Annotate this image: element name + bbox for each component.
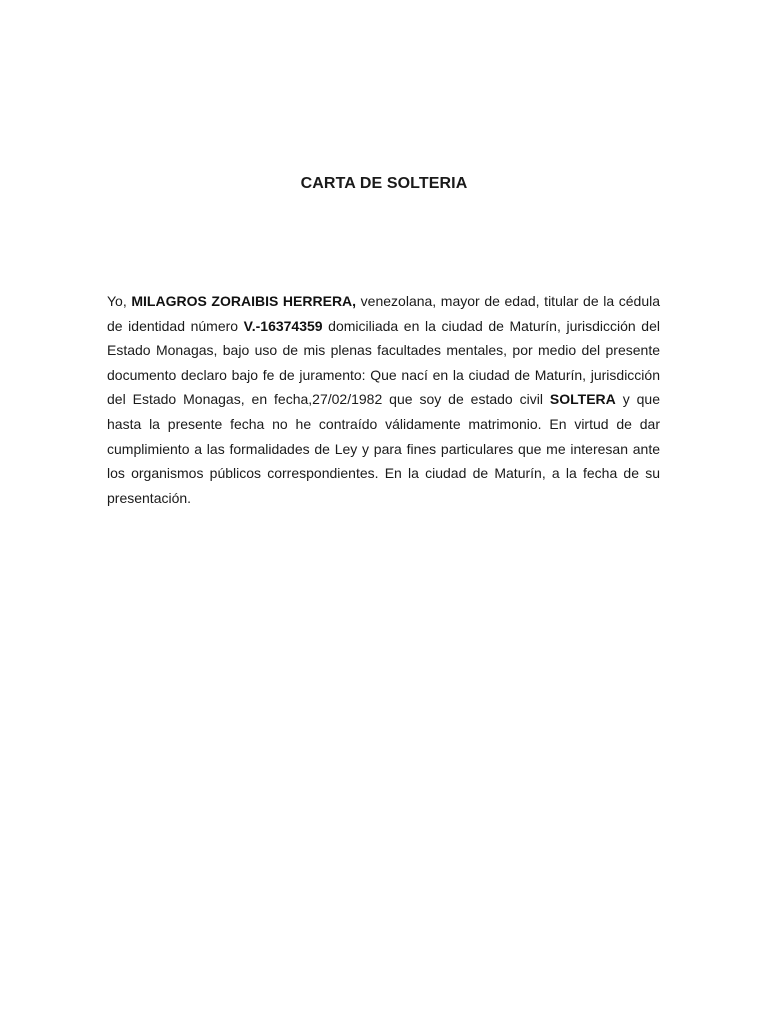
body-text-intro: Yo, (107, 293, 132, 309)
body-text-declaration: domiciliada en la ciudad de Maturín, jurisdicción del Estado Monagas, bajo uso de mis plenas facultades mentales, por medio del presente documento declaro bajo fe de juramento: Que nací en la ciudad de Maturín, jurisdicción del Estado Monagas, en fecha,27/02/1982 que soy de estado civil (107, 317, 660, 408)
document-title: CARTA DE SOLTERIA (300, 175, 468, 192)
body-text-closing: y que hasta la presente fecha no he contraído válidamente matrimonio. En virtud de dar cumplimiento a las formalidades de Ley y para fines particulares que me interesan ante los organismos públicos correspondientes. En la ciudad de Maturín, a la fecha de su presentación. (107, 391, 660, 506)
id-number: V.-16374359 (243, 317, 323, 334)
body-text-id-prefix: venezolana, mayor de edad, titular de la cédula de identidad número (107, 293, 660, 334)
declaration-paragraph (107, 289, 660, 510)
declarant-name: MILAGROS ZORAIBIS HERRERA, (131, 293, 357, 309)
civil-status: SOLTERA (549, 391, 616, 408)
